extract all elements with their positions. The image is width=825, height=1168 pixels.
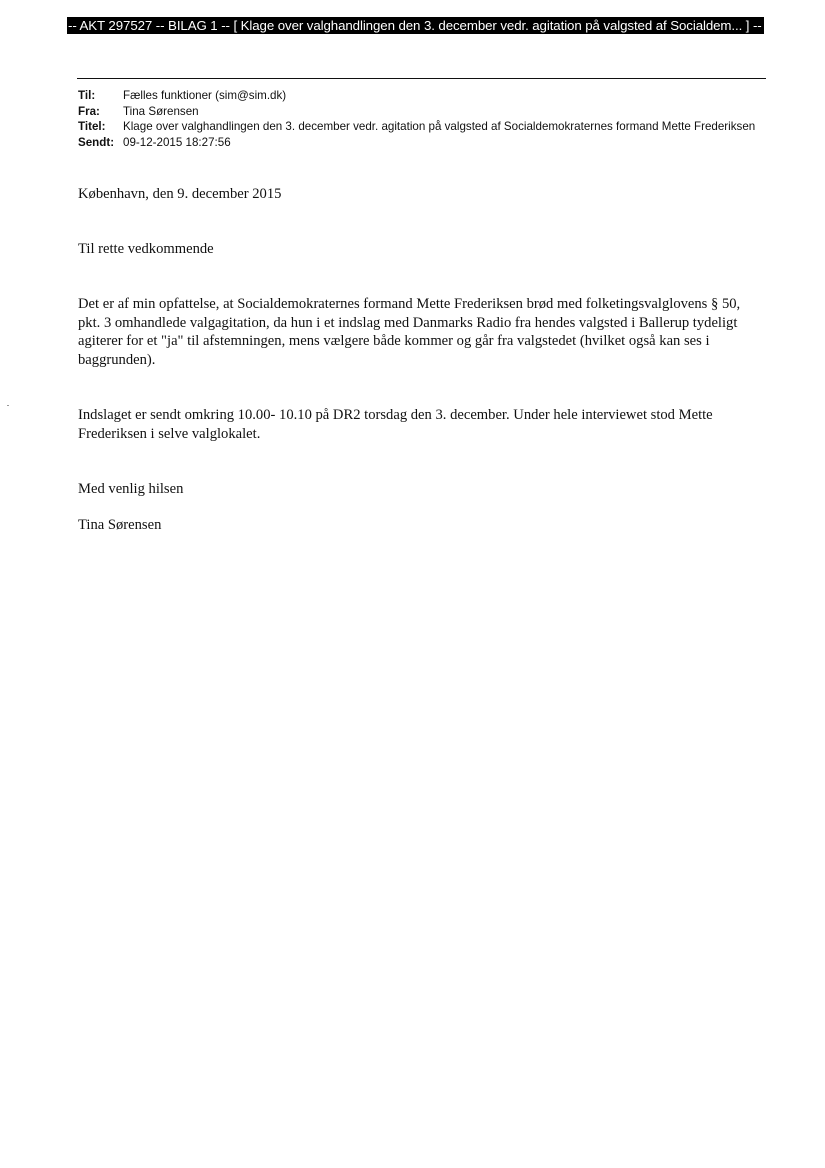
meta-row-to — [78, 88, 768, 104]
to-label: Til: — [78, 89, 96, 102]
header-bar-text: -- AKT 297527 -- BILAG 1 -- [ Klage over valghandlingen den 3. december vedr. agitation på valgsted af Socialdem... ] -- — [68, 18, 762, 33]
letter-closing: Med venlig hilsen — [78, 481, 184, 497]
document-header-bar — [67, 17, 764, 34]
meta-row-title — [78, 119, 768, 135]
sent-value: 09-12-2015 18:27:56 — [123, 135, 231, 149]
letter-salutation: Til rette vedkommende — [78, 241, 214, 257]
to-value: Fælles funktioner (sim@sim.dk) — [123, 89, 287, 102]
meta-row-sent — [78, 135, 768, 151]
letter-date-line: København, den 9. december 2015 — [78, 186, 282, 202]
letter-paragraph-1: Det er af min opfattelse, at Socialdemokraternes formand Mette Frederiksen brød med folketingsvalglovens § 50, pkt. 3 omhandlede valgagitation, da hun i et indslag med Danmarks Radio fra hendes valgsted i Ballerup tydeligt agiterer for et "ja" til afstemningen, mens vælgere både kommer og går fra valgstedet (hvilket også kan ses i baggrunden). — [78, 296, 741, 368]
letter-signature: Tina Sørensen — [78, 517, 162, 533]
sent-label: Sendt: — [78, 135, 115, 149]
meta-row-from — [78, 104, 768, 120]
email-metadata — [78, 88, 768, 150]
title-label: Titel: — [78, 120, 106, 133]
letter-paragraph-2: Indslaget er sendt omkring 10.00- 10.10 på DR2 torsdag den 3. december. Under hele interviewet stod Mette Frederiksen i selve valglokalet. — [78, 407, 713, 442]
header-divider — [77, 78, 766, 79]
title-value: Klage over valghandlingen den 3. december vedr. agitation på valgsted af Socialdemokraternes formand Mette Frederiksen — [123, 120, 756, 133]
scan-speck — [7, 405, 9, 406]
from-value: Tina Sørensen — [123, 104, 199, 118]
from-label: Fra: — [78, 104, 100, 118]
